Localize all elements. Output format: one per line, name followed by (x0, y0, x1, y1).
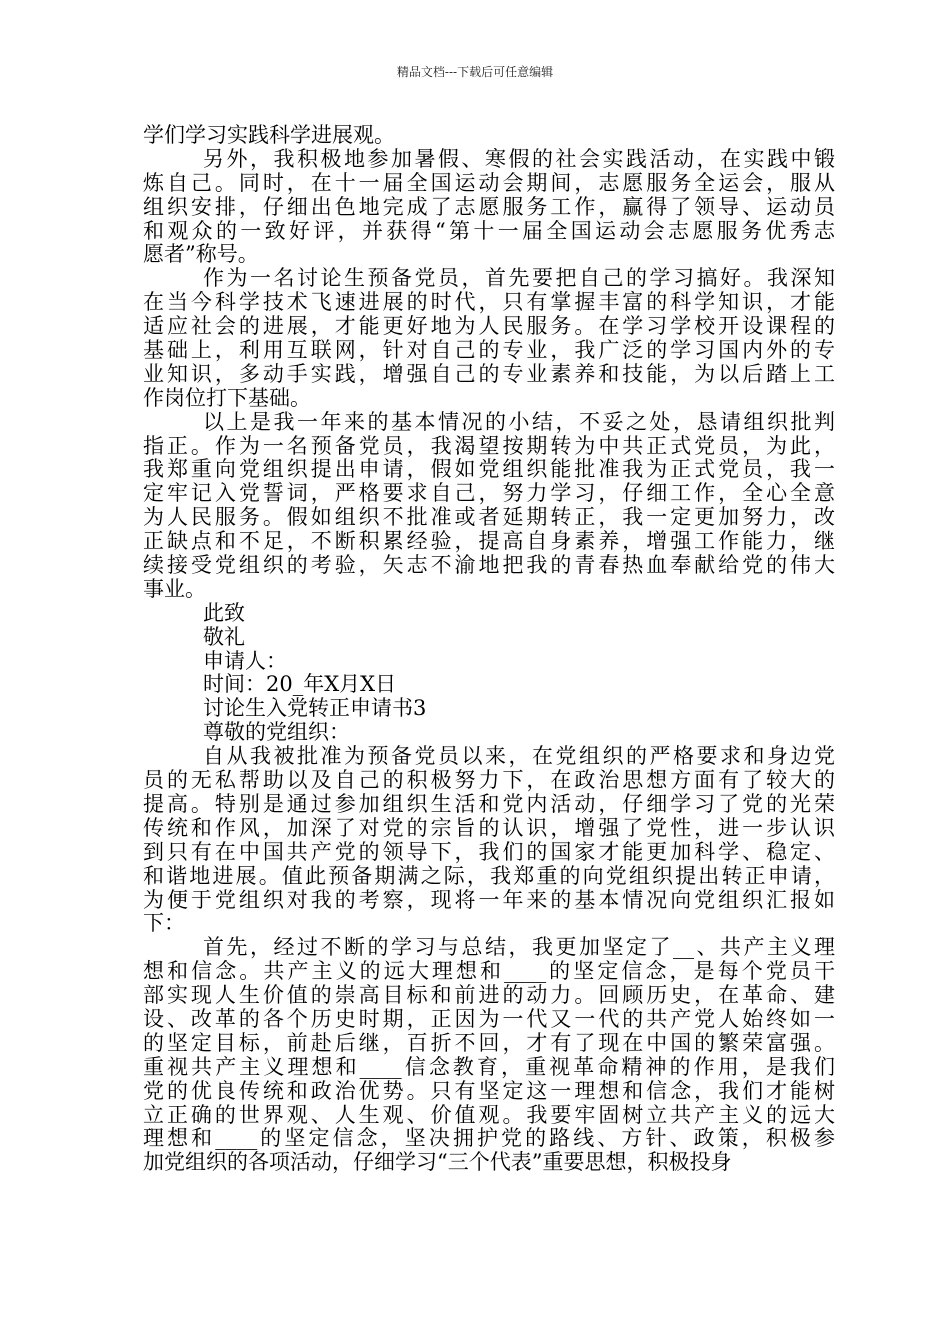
paragraph (143, 673, 835, 697)
text-line: 为便于党组织对我的考察，现将一年来的基本情况向党组织汇报如 (143, 887, 835, 912)
paragraph (143, 650, 835, 674)
text-line: 重视共产主义理想和____信念教育，重视革命精神的作用，是我们 (143, 1054, 835, 1079)
text-line: 想和信念。共产主义的远大理想和____的坚定信念，是每个党员干 (143, 959, 835, 984)
text-line: 和观众的一致好评，并获得“第十一届全国运动会志愿服务优秀志 (143, 218, 835, 243)
text-line: 加党组织的各项活动，仔细学习“三个代表”重要思想，积极投身 (143, 1150, 732, 1175)
text-line: 适应社会的进展，才能更好地为人民服务。在学习学校开设课程的 (143, 314, 835, 339)
text-line: 尊敬的党组织： (203, 720, 350, 745)
text-line: 敬礼 (203, 624, 245, 649)
text-line: 和谐地进展。值此预备期满之际，我郑重的向党组织提出转正申请， (143, 863, 835, 888)
document-body (143, 124, 835, 1175)
text-line: 在当今科学技术飞速进展的时代，只有掌握丰富的科学知识，才能 (143, 290, 835, 315)
text-line: 下： (143, 911, 185, 936)
text-line: 的坚定目标，前赴后继，百折不回，才有了现在中国的繁荣富强。 (143, 1030, 835, 1055)
text-line: 另外，我积极地参加暑假、寒假的社会实践活动，在实践中锻 (203, 146, 835, 171)
text-line: 传统和作风，加深了对党的宗旨的认识，增强了党性，进一步认识 (143, 815, 835, 840)
text-line: 申请人： (203, 648, 287, 673)
text-line: 此致 (203, 600, 245, 625)
text-line: 学们学习实践科学进展观。 (143, 123, 395, 147)
text-line: 组织安排，仔细出色地完成了志愿服务工作，赢得了领导、运动员 (143, 194, 835, 219)
paragraph (143, 148, 835, 267)
text-line: 续接受党组织的考验，矢志不渝地把我的青春热血奉献给党的伟大 (143, 553, 835, 578)
text-line: 作为一名讨论生预备党员，首先要把自己的学习搞好。我深知 (203, 266, 835, 291)
text-line: 正缺点和不足，不断积累经验，提高自身素养，增强工作能力，继 (143, 529, 835, 554)
paragraph (143, 411, 835, 602)
text-line: 愿者”称号。 (143, 242, 259, 267)
text-line: 自从我被批准为预备党员以来，在党组织的严格要求和身边党 (203, 744, 835, 769)
text-line: 炼自己。同时，在十一届全国运动会期间，志愿服务全运会，服从 (143, 170, 835, 195)
text-line: 讨论生入党转正申请书3 (203, 696, 427, 721)
text-line: 到只有在中国共产党的领导下，我们的国家才能更加科学、稳定、 (143, 839, 835, 864)
text-line: 设、改革的各个历史时期，正因为一代又一代的共产党人始终如一 (143, 1006, 835, 1031)
text-line: 党的优良传统和政治优势。只有坚定这一理想和信念，我们才能树 (143, 1078, 835, 1103)
text-line: 首先，经过不断的学习与总结，我更加坚定了__、共产主义理 (203, 935, 835, 960)
text-line: 指正。作为一名预备党员，我渴望按期转为中共正式党员，为此， (143, 433, 835, 458)
paragraph (143, 124, 835, 148)
text-line: 提高。特别是通过参加组织生活和党内活动，仔细学习了党的光荣 (143, 791, 835, 816)
text-line: 作岗位打下基础。 (143, 385, 311, 410)
paragraph (143, 721, 835, 745)
text-line: 业知识，多动手实践，增强自己的专业素养和技能，为以后踏上工 (143, 361, 835, 386)
text-line: 基础上，利用互联网，针对自己的专业，我广泛的学习国内外的专 (143, 338, 835, 363)
page-header: 精品文档---下载后可任意编辑 (396, 65, 554, 79)
text-line: 我郑重向党组织提出申请，假如党组织能批准我为正式党员，我一 (143, 457, 835, 482)
text-line: 立正确的世界观、人生观、价值观。我要牢固树立共产主义的远大 (143, 1102, 835, 1127)
paragraph (143, 745, 835, 936)
text-line: 以上是我一年来的基本情况的小结，不妥之处，恳请组织批判 (203, 409, 835, 434)
text-line: 理想和____的坚定信念，坚决拥护党的路线、方针、政策，积极参 (143, 1126, 835, 1151)
paragraph (143, 626, 835, 650)
text-line: 部实现人生价值的崇高目标和前进的动力。回顾历史，在革命、建 (143, 983, 835, 1008)
paragraph (143, 936, 835, 1175)
text-line: 定牢记入党誓词，严格要求自己，努力学习，仔细工作，全心全意 (143, 481, 835, 506)
text-line: 时间：20_年X月X日 (203, 672, 397, 697)
paragraph (143, 602, 835, 626)
paragraph (143, 267, 835, 410)
text-line: 为人民服务。假如组织不批准或者延期转正，我一定更加努力，改 (143, 505, 835, 530)
text-line: 事业。 (143, 576, 206, 601)
text-line: 员的无私帮助以及自己的积极努力下，在政治思想方面有了较大的 (143, 768, 835, 793)
paragraph (143, 697, 835, 721)
